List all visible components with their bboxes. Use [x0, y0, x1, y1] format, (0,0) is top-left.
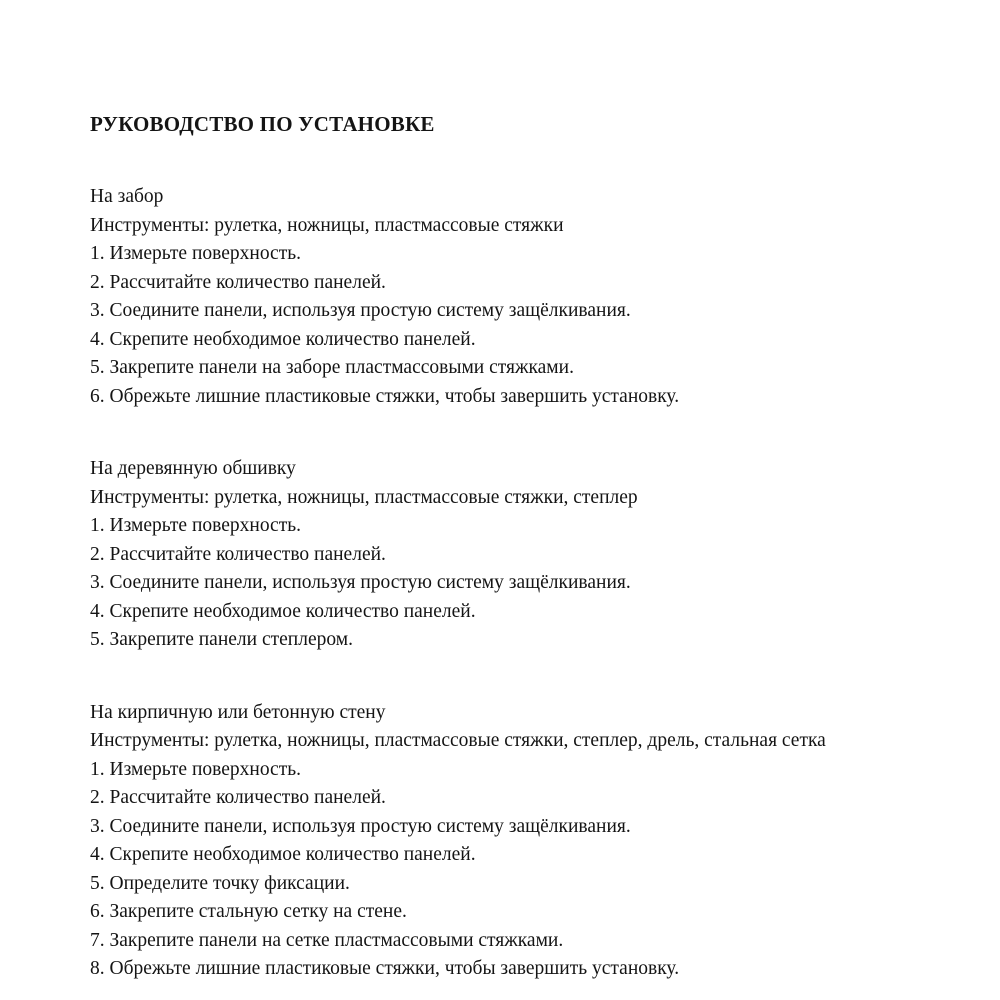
step-item: 1. Измерьте поверхность. [90, 515, 302, 537]
step-item: 1. Измерьте поверхность. [90, 758, 302, 780]
instruction-section [90, 699, 960, 984]
section-tools-line: Инструменты: рулетка, ножницы, пластмассовые стяжки, степлер, дрель, стальная сетка [90, 730, 826, 752]
sections-container [90, 183, 960, 984]
step-item: 2. Рассчитайте количество панелей. [90, 543, 386, 565]
page-title: РУКОВОДСТВО ПО УСТАНОВКЕ [90, 112, 435, 136]
step-item: 3. Соедините панели, используя простую систему защёлкивания. [90, 572, 631, 594]
step-item: 6. Обрежьте лишние пластиковые стяжки, чтобы завершить установку. [90, 385, 680, 407]
step-item: 2. Рассчитайте количество панелей. [90, 271, 386, 293]
step-item: 7. Закрепите панели на сетке пластмассовыми стяжками. [90, 929, 564, 951]
section-heading: На забор [90, 186, 164, 208]
step-item: 4. Скрепите необходимое количество панелей. [90, 328, 476, 350]
step-item: 4. Скрепите необходимое количество панелей. [90, 844, 476, 866]
step-item: 5. Закрепите панели на заборе пластмассовыми стяжками. [90, 357, 574, 379]
step-item: 4. Скрепите необходимое количество панелей. [90, 600, 476, 622]
step-item: 3. Соедините панели, используя простую систему защёлкивания. [90, 300, 631, 322]
section-tools-line: Инструменты: рулетка, ножницы, пластмассовые стяжки, степлер [90, 486, 638, 508]
step-item: 1. Измерьте поверхность. [90, 243, 302, 265]
section-heading: На кирпичную или бетонную стену [90, 701, 386, 723]
instruction-section [90, 183, 960, 411]
step-item: 3. Соедините панели, используя простую систему защёлкивания. [90, 815, 631, 837]
step-item: 8. Обрежьте лишние пластиковые стяжки, чтобы завершить установку. [90, 958, 680, 980]
instruction-section [90, 455, 960, 655]
section-heading: На деревянную обшивку [90, 458, 296, 480]
step-item: 5. Закрепите панели степлером. [90, 629, 353, 651]
step-item: 6. Закрепите стальную сетку на стене. [90, 901, 407, 923]
section-tools-line: Инструменты: рулетка, ножницы, пластмассовые стяжки [90, 214, 564, 236]
step-item: 2. Рассчитайте количество панелей. [90, 787, 386, 809]
step-item: 5. Определите точку фиксации. [90, 872, 350, 894]
